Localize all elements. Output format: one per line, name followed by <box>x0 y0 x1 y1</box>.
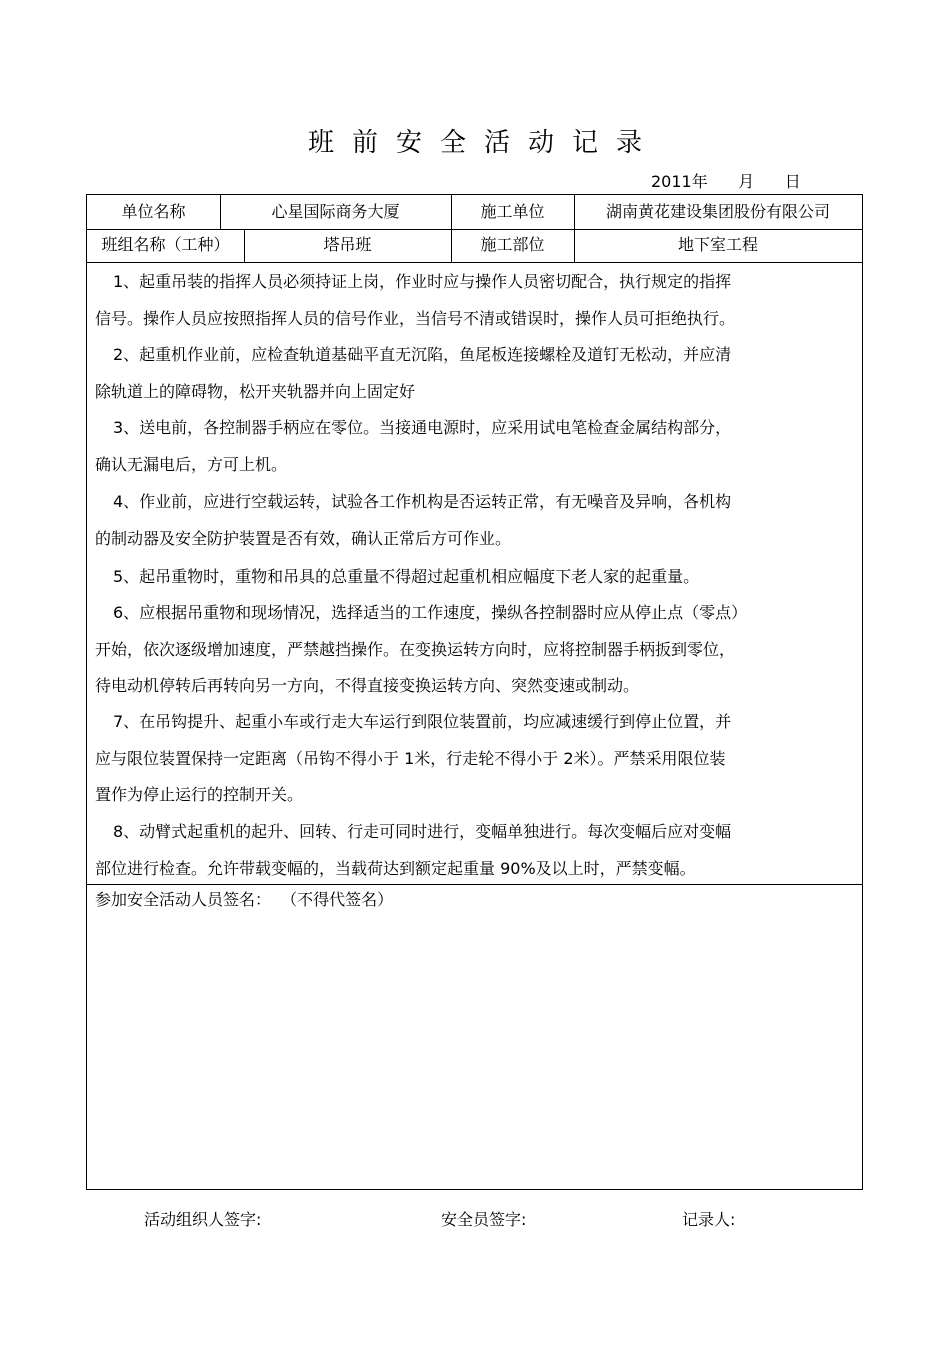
safety-item-line: 确认无漏电后，方可上机。 <box>95 454 288 474</box>
safety-item <box>95 814 731 887</box>
safety-item-line: 待电动机停转后再转向另一方向，不得直接变换运转方向、突然变速或制动。 <box>95 676 640 695</box>
safety-item-line: 的制动器及安全防护装置是否有效，确认正常后方可作业。 <box>95 528 512 548</box>
safety-item <box>95 410 731 483</box>
safety-item-line: 3、送电前，各控制器手柄应在零位。当接通电源时，应采用试电笔检查金属结构部分， <box>113 418 732 437</box>
safety-item <box>95 595 747 705</box>
safety-item-line: 5、起吊重物时，重物和吊具的总重量不得超过起重机相应幅度下老人家的起重量。 <box>113 567 700 586</box>
location-value: 地下室工程 <box>677 235 758 254</box>
unit-name-value: 心星国际商务大厦 <box>271 202 400 221</box>
safety-item-line: 部位进行检查。允许带载变幅的，当载荷达到额定起重量 90%及以上时，严禁变幅。 <box>95 858 696 878</box>
signature-section-label: 参加安全活动人员签名： （不得代签名） <box>95 890 394 909</box>
safety-item-line: 开始，依次逐级增加速度，严禁越挡操作。在变换运转方向时，应将控制器手柄扳到零位， <box>95 639 736 659</box>
safety-item <box>95 559 699 596</box>
safety-item-line: 8、动臂式起重机的起升、回转、行走可同时进行，变幅单独进行。每次变幅后应对变幅 <box>113 822 732 841</box>
safety-item-line: 6、应根据吊重物和现场情况，选择适当的工作速度，操纵各控制器时应从停止点（零点） <box>113 603 748 622</box>
safety-item <box>95 264 735 337</box>
recorder-signature-label: 记录人: <box>682 1210 736 1229</box>
safety-item-line: 1、起重吊装的指挥人员必须持证上岗，作业时应与操作人员密切配合，执行规定的指挥 <box>113 272 732 291</box>
team-name-label: 班组名称（工种） <box>101 235 230 254</box>
contractor-value: 湖南黄花建设集团股份有限公司 <box>605 202 830 221</box>
record-date: 2011年 月 日 <box>651 172 801 191</box>
record-form <box>86 194 863 1190</box>
safety-officer-signature-label: 安全员签字: <box>441 1210 527 1229</box>
safety-item <box>95 704 731 814</box>
team-name-value: 塔吊班 <box>323 235 372 254</box>
contractor-label: 施工单位 <box>480 202 545 221</box>
page-title: 班前安全活动记录 <box>307 128 660 158</box>
location-label: 施工部位 <box>480 235 545 254</box>
unit-name-label: 单位名称 <box>121 202 186 221</box>
safety-item-line: 信号。操作人员应按照指挥人员的信号作业，当信号不清或错误时，操作人员可拒绝执行。 <box>95 308 736 328</box>
safety-item-line: 7、在吊钩提升、起重小车或行走大车运行到限位装置前，均应减速缓行到停止位置，并 <box>113 712 732 731</box>
safety-item-line: 2、起重机作业前，应检查轨道基础平直无沉陷，鱼尾板连接螺栓及道钉无松动，并应清 <box>113 345 732 364</box>
safety-item <box>95 337 731 410</box>
safety-item-line: 4、作业前，应进行空载运转，试验各工作机构是否运转正常，有无噪音及异响，各机构 <box>113 492 732 511</box>
safety-item-line: 置作为停止运行的控制开关。 <box>95 785 304 804</box>
safety-item <box>95 484 731 557</box>
safety-item-line: 除轨道上的障碍物，松开夹轨器并向上固定好 <box>95 381 416 401</box>
safety-item-line: 应与限位装置保持一定距离（吊钩不得小于 1米，行走轮不得小于 2米）。严禁采用限位装 <box>95 748 726 768</box>
row-divider <box>87 262 862 263</box>
organizer-signature-label: 活动组织人签字: <box>144 1210 262 1229</box>
